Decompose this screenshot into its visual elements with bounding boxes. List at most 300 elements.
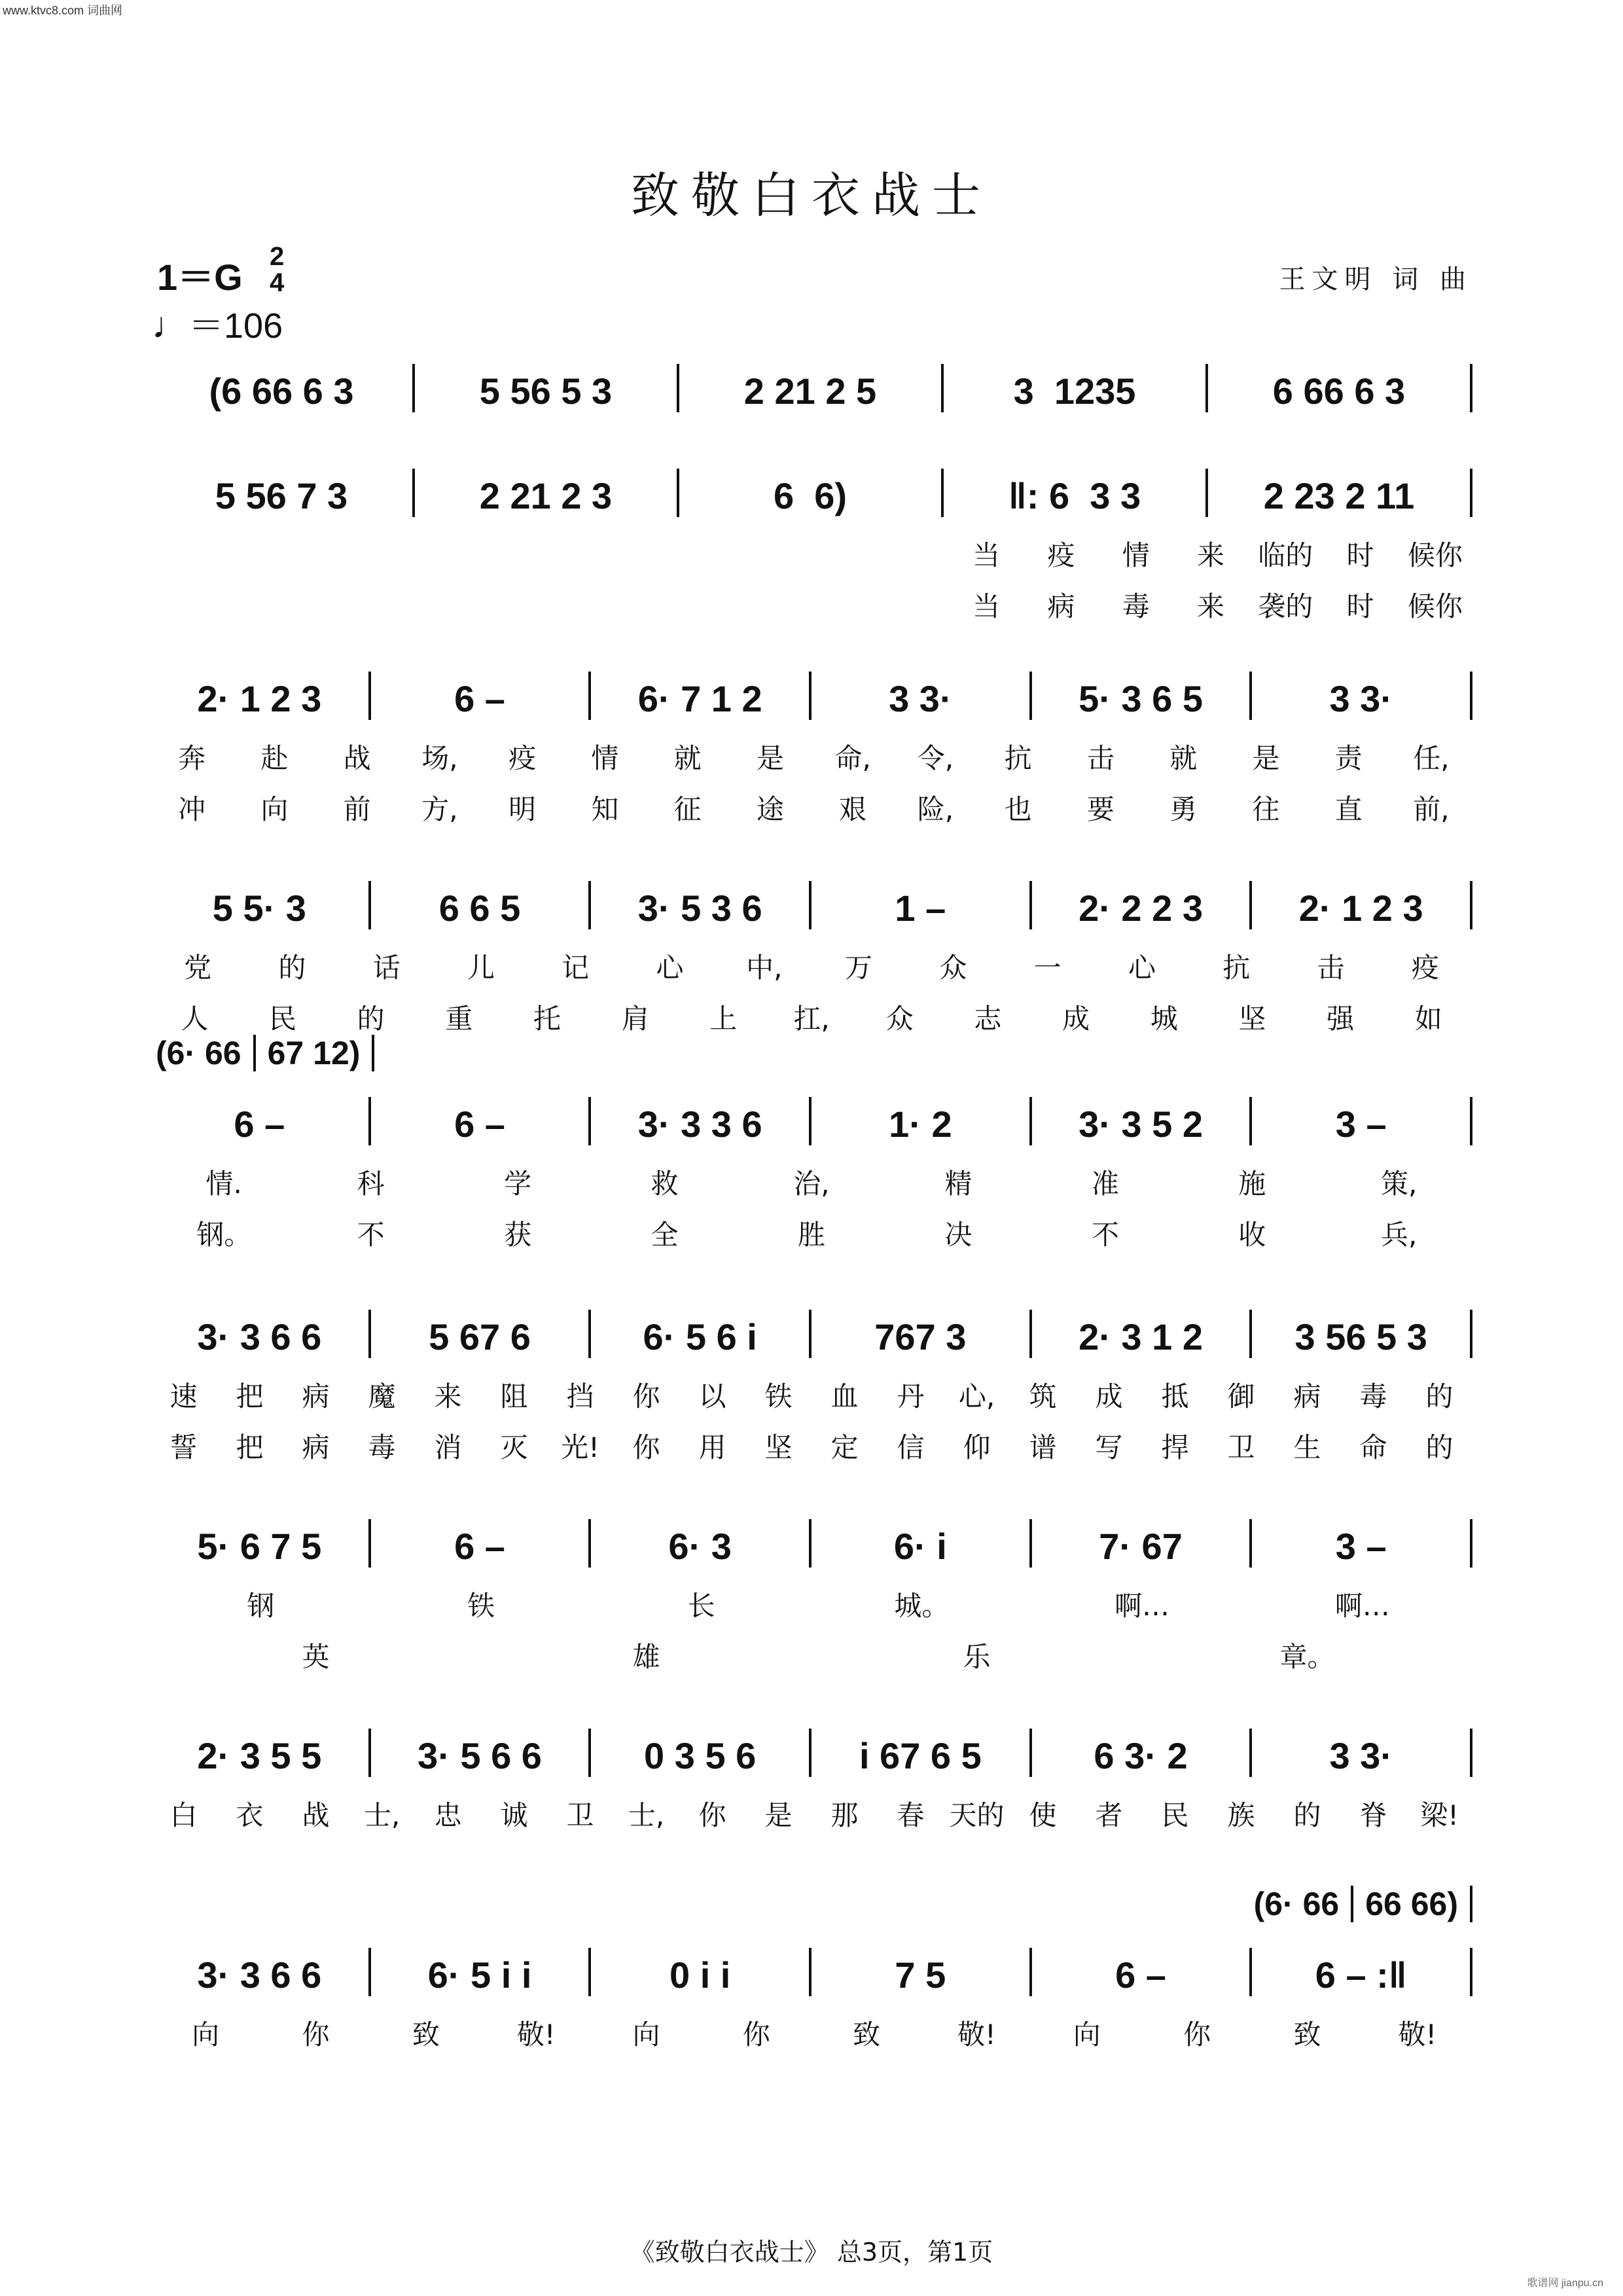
time-signature: [270, 243, 284, 296]
lyric-word: 全: [651, 1219, 679, 1251]
lyric-word: 要: [1086, 793, 1115, 825]
measure-notes: 6· 5 i i: [427, 1954, 532, 1996]
lyric-word: 白: [169, 1799, 198, 1831]
measure: [415, 475, 677, 517]
lyric-word: 你: [698, 1799, 726, 1831]
lyric-word: 啊…: [1334, 1590, 1390, 1622]
measure: [591, 1954, 809, 1996]
measure-notes: 6 6): [773, 475, 847, 516]
measure: [1032, 677, 1250, 720]
lyric-word: 一: [1033, 952, 1061, 984]
measure-notes: 6· i: [893, 1526, 947, 1567]
lyric-word: 上: [709, 1003, 738, 1035]
measure-notes: 5· 3 6 5: [1079, 678, 1203, 719]
lyric-line: [949, 585, 1472, 624]
lyric-word: 是: [756, 742, 784, 774]
interlude-staff: [1242, 1885, 1472, 1923]
lyric-word: 疫: [1047, 539, 1075, 571]
lyric-word: 速: [169, 1380, 198, 1412]
lyric-word: 重: [445, 1003, 473, 1035]
lyric-word: 不: [1091, 1219, 1119, 1251]
lyric-word: 向: [1073, 2018, 1101, 2051]
measure: [1252, 1103, 1470, 1145]
lyric-word: 血: [830, 1380, 859, 1412]
measure-notes: 2 23 2 11: [1263, 475, 1415, 516]
lyric-word: 心: [1128, 952, 1156, 984]
measure-notes: 6 66 6 3: [1272, 370, 1406, 412]
lyric-word: 强: [1327, 1003, 1355, 1035]
measure: [1032, 1103, 1250, 1145]
measure: [1252, 1525, 1470, 1568]
measure: [944, 370, 1205, 412]
measure-notes: 6 –: [454, 1526, 505, 1567]
lyric-line: [151, 788, 1472, 827]
lyric-word: 士,: [363, 1799, 401, 1831]
lyric-word: 敬!: [957, 2018, 996, 2051]
lyric-word: 情: [591, 742, 619, 774]
lyric-word: 忠: [434, 1799, 462, 1831]
lyric-word: 记: [562, 952, 590, 984]
lyric-word: 定: [830, 1431, 859, 1463]
measure: [1032, 1316, 1250, 1358]
staff-line: [151, 353, 1472, 412]
lyric-word: 不: [357, 1219, 385, 1251]
lyric-word: 长: [687, 1590, 715, 1622]
measure: [151, 1734, 368, 1777]
time-sig-top: 2: [270, 242, 285, 271]
measure: [151, 1103, 368, 1145]
measure: [679, 370, 941, 412]
lyric-word: 毒: [1359, 1380, 1387, 1412]
measure-notes: 7· 67: [1099, 1526, 1183, 1567]
lyric-word: 中,: [746, 952, 783, 984]
barline: [1470, 1519, 1472, 1568]
measure: [1252, 1734, 1470, 1777]
quarter-note-icon: ♩: [152, 304, 188, 346]
lyric-word: 时: [1346, 539, 1374, 571]
measure-notes: 3 3·: [1329, 1735, 1393, 1776]
measure-notes: 2· 2 2 3: [1079, 888, 1203, 929]
score-system: [151, 353, 1472, 412]
lyric-word: 策,: [1381, 1168, 1418, 1200]
lyric-word: 士,: [628, 1799, 665, 1831]
lyric-word: 候你: [1407, 590, 1463, 622]
lyric-word: 施: [1238, 1168, 1266, 1200]
lyric-word: 章。: [1279, 1641, 1335, 1673]
lyric-word: 病: [1293, 1380, 1321, 1412]
barline: [1470, 469, 1472, 517]
lyric-word: 党: [184, 952, 212, 984]
measure-notes: 3· 3 3 6: [637, 1103, 762, 1145]
measure-notes: 2 21 2 3: [479, 475, 613, 516]
barline: [1470, 1729, 1472, 1777]
barline: [1470, 1310, 1472, 1358]
lyric-word: 疫: [1411, 952, 1439, 984]
score-system: [151, 1299, 1472, 1465]
measure-notes: 0 i i: [669, 1954, 731, 1996]
barline: [1470, 1097, 1472, 1145]
lyric-word: 兵,: [1381, 1219, 1418, 1251]
lyric-word: 挡: [566, 1380, 594, 1412]
lyric-word: 族: [1227, 1799, 1255, 1831]
measure: [151, 887, 368, 929]
lyric-word: 来: [434, 1380, 462, 1412]
lyric-word: 你: [742, 2018, 770, 2051]
lyric-word: 就: [673, 742, 702, 774]
measure: [415, 370, 677, 412]
staff-line: [151, 870, 1472, 929]
lyric-line: [151, 1426, 1472, 1465]
lyric-word: 向: [260, 793, 289, 825]
interlude-bar: 67 12): [256, 1035, 375, 1071]
lyric-word: 敬!: [1398, 2018, 1437, 2051]
lyric-word: 疫: [508, 742, 537, 774]
lyric-line: [151, 1375, 1472, 1414]
lyric-word: 以: [698, 1380, 726, 1412]
measure-notes: 6· 5 6 i: [643, 1316, 757, 1357]
lyric-word: 来: [1196, 590, 1224, 622]
lyric-word: 钢。: [196, 1219, 252, 1251]
staff-line: [151, 661, 1472, 720]
lyric-word: 者: [1095, 1799, 1123, 1831]
measure-notes: 1 –: [895, 888, 946, 929]
measure: [151, 677, 368, 720]
barline: [1470, 881, 1472, 929]
lyric-word: 的: [357, 1003, 385, 1035]
measure-notes: 6· 7 1 2: [637, 678, 762, 719]
lyric-word: 致: [1293, 2018, 1321, 2051]
measure-notes: 5 56 5 3: [479, 370, 613, 412]
lyric-word: 临的: [1258, 539, 1313, 571]
lyric-word: 如: [1414, 1003, 1442, 1035]
lyric-word: 成: [1095, 1380, 1123, 1412]
lyric-word: 人: [181, 1003, 209, 1035]
lyric-word: 致: [412, 2018, 440, 2051]
lyric-word: 时: [1346, 590, 1374, 622]
lyric-word: 雄: [632, 1641, 660, 1673]
lyric-word: 精: [944, 1168, 972, 1200]
score-system: [151, 1035, 1472, 1253]
score-system: [151, 1886, 1472, 2053]
lyric-word: 那: [830, 1799, 859, 1831]
measure: [151, 1954, 368, 1996]
lyric-word: 儿: [467, 952, 495, 984]
measure: [1032, 887, 1250, 929]
lyric-word: 你: [632, 1431, 660, 1463]
measure: [371, 1954, 589, 1996]
lyric-word: 治,: [793, 1168, 830, 1200]
lyric-word: 责: [1334, 742, 1363, 774]
lyric-word: 光!: [561, 1431, 599, 1463]
lyric-word: 阻: [500, 1380, 528, 1412]
lyric-word: 病: [1047, 590, 1075, 622]
lyric-line: [151, 1213, 1472, 1253]
lyric-line: [949, 534, 1472, 573]
lyric-word: 决: [944, 1219, 972, 1251]
measure: [812, 1525, 1029, 1568]
lyric-line: [151, 1794, 1472, 1833]
lyric-word: 病: [302, 1431, 330, 1463]
lyric-word: 春: [897, 1799, 925, 1831]
measure: [1032, 1525, 1250, 1568]
measure: [591, 887, 809, 929]
lyric-word: 使: [1029, 1799, 1057, 1831]
lyric-word: 志: [974, 1003, 1002, 1035]
measure-notes: 6 –: [454, 1103, 505, 1145]
lyric-word: 场,: [421, 742, 458, 774]
lyric-word: 袭的: [1258, 590, 1313, 622]
lyric-word: 的: [1425, 1380, 1454, 1412]
lyric-word: 也: [1004, 793, 1032, 825]
staff-line: [151, 1509, 1472, 1568]
measure: [371, 1734, 589, 1777]
measure: [591, 1734, 809, 1777]
lyric-word: 心: [656, 952, 684, 984]
lyric-word: 消: [434, 1431, 462, 1463]
measure: [812, 1734, 1029, 1777]
lyric-word: 征: [673, 793, 702, 825]
measure-notes: 2· 3 5 5: [197, 1735, 322, 1776]
lyric-word: 魔: [368, 1380, 396, 1412]
lyric-line: [151, 1162, 1472, 1202]
lyric-word: 赴: [260, 742, 289, 774]
staff-line: [151, 1718, 1472, 1777]
lyric-word: 用: [698, 1431, 726, 1463]
key-signature: 1＝G: [157, 257, 243, 298]
measure-notes: 2· 1 2 3: [197, 678, 322, 719]
lyric-word: 令,: [917, 742, 954, 774]
measure: [1032, 1954, 1250, 1996]
staff-line: [151, 1299, 1472, 1358]
measure-notes: 6· 3: [668, 1526, 732, 1567]
interlude-bar: (6· 66: [1242, 1886, 1354, 1922]
lyric-word: 你: [1183, 2018, 1211, 2051]
lyric-word: 命: [1359, 1431, 1387, 1463]
measure-notes: 2· 1 2 3: [1298, 888, 1423, 929]
lyric-word: 勇: [1169, 793, 1198, 825]
lyric-word: 候你: [1407, 539, 1463, 571]
lyric-word: 坚: [1238, 1003, 1266, 1035]
lyric-word: 把: [236, 1380, 264, 1412]
lyric-word: 科: [357, 1168, 385, 1200]
lyric-line: [151, 737, 1472, 776]
lyric-word: 卫: [1227, 1431, 1255, 1463]
lyric-word: 知: [591, 793, 619, 825]
page-footer: 《致敬白衣战士》 总3页，第1页: [630, 2238, 993, 2267]
lyric-word: 情: [1122, 539, 1150, 571]
lyric-word: 脊: [1359, 1799, 1387, 1831]
measure: [812, 887, 1029, 929]
measure: [1252, 1316, 1470, 1358]
measure: [944, 475, 1205, 517]
lyric-word: 当: [972, 590, 1001, 622]
measure-notes: 0 3 5 6: [644, 1735, 757, 1776]
lyric-word: 击: [1086, 742, 1115, 774]
measure-notes: 3 3·: [1329, 678, 1393, 719]
lyric-word: 你: [302, 2018, 330, 2051]
lyric-word: 致: [853, 2018, 881, 2051]
lyric-word: 梁!: [1420, 1799, 1459, 1831]
lyric-word: 钢: [247, 1590, 275, 1622]
lyric-word: 任,: [1413, 742, 1450, 774]
measure-notes: 6 6 5: [438, 888, 521, 929]
lyric-word: 毒: [368, 1431, 396, 1463]
lyric-word: 英: [302, 1641, 330, 1673]
lyric-word: 学: [504, 1168, 532, 1200]
barline: [1470, 672, 1472, 720]
lyric-word: 话: [372, 952, 401, 984]
measure-notes: 3 3·: [889, 678, 952, 719]
measure: [591, 1103, 809, 1145]
measure: [371, 1103, 589, 1145]
lyric-word: 准: [1091, 1168, 1119, 1200]
interlude-bar: (6· 66: [144, 1035, 256, 1071]
score-system: [151, 458, 1472, 624]
lyric-word: 写: [1095, 1431, 1123, 1463]
lyric-word: 前: [343, 793, 371, 825]
lyric-word: 收: [1238, 1219, 1266, 1251]
lyric-word: 击: [1317, 952, 1345, 984]
measure: [812, 1316, 1029, 1358]
lyric-word: 途: [756, 793, 784, 825]
measure-notes: i 67 6 5: [859, 1735, 982, 1776]
lyric-word: 明: [508, 793, 537, 825]
lyric-word: 胜: [797, 1219, 825, 1251]
lyric-line: [151, 997, 1472, 1037]
measure-notes: 3· 5 3 6: [637, 888, 762, 929]
measure-notes: 3 –: [1335, 1526, 1387, 1567]
lyric-word: 前,: [1413, 793, 1450, 825]
lyric-word: 奔: [178, 742, 206, 774]
staff-line: [151, 1086, 1472, 1145]
lyric-word: 捍: [1161, 1431, 1189, 1463]
watermark-bottom: 歌谱网 jianpu.cn: [1527, 2278, 1603, 2289]
lyric-word: 城: [1150, 1003, 1178, 1035]
measure-notes: 3· 3 5 2: [1079, 1103, 1203, 1145]
lyric-word: 众: [885, 1003, 914, 1035]
lyric-word: 你: [632, 1380, 660, 1412]
lyric-word: 是: [1252, 742, 1280, 774]
measure: [1252, 887, 1470, 929]
lyric-word: 救: [651, 1168, 679, 1200]
measure-notes: 5 56 7 3: [215, 475, 348, 516]
measure-notes: 3 1235: [1013, 370, 1136, 412]
measure: [151, 370, 412, 412]
measure: [812, 1954, 1029, 1996]
lyric-word: 方,: [421, 793, 458, 825]
lyric-word: 的: [278, 952, 306, 984]
song-title: 致敬白衣战士: [631, 168, 992, 224]
lyric-word: 命,: [834, 742, 871, 774]
lyric-word: 铁: [467, 1590, 495, 1622]
lyric-word: 啊…: [1115, 1590, 1170, 1622]
lyric-word: 情.: [205, 1168, 242, 1200]
lyric-word: 城。: [894, 1590, 950, 1622]
lyric-word: 战: [302, 1799, 330, 1831]
lyric-line: [151, 1636, 1472, 1675]
lyric-line: [151, 2013, 1472, 2053]
lyric-word: 成: [1062, 1003, 1090, 1035]
measure: [812, 677, 1029, 720]
measure: [151, 1525, 368, 1568]
lyric-word: 天的: [949, 1799, 1005, 1831]
lyric-word: 托: [533, 1003, 562, 1035]
lyric-word: 是: [764, 1799, 793, 1831]
lyric-word: 就: [1169, 742, 1198, 774]
lyric-word: 往: [1252, 793, 1280, 825]
measure-notes: 1· 2: [889, 1103, 952, 1145]
lyric-line: [151, 1585, 1472, 1624]
lyric-word: 险,: [917, 793, 954, 825]
measure: [591, 1525, 809, 1568]
barline: [1470, 364, 1472, 412]
lyric-word: 抵: [1161, 1380, 1189, 1412]
lyric-word: 的: [1293, 1799, 1321, 1831]
score-system: [151, 870, 1472, 1037]
measure-notes: 3 –: [1335, 1103, 1387, 1145]
lyric-word: 抗: [1004, 742, 1032, 774]
lyric-word: 毒: [1122, 590, 1150, 622]
lyric-word: 肩: [621, 1003, 649, 1035]
measure-notes: 3 56 5 3: [1294, 1316, 1427, 1357]
measure: [371, 1316, 589, 1358]
composer-credit: 王文明 词 曲: [1279, 264, 1472, 295]
lyric-word: 敬!: [516, 2018, 556, 2051]
lyric-word: 仰: [963, 1431, 991, 1463]
measure-notes: 6 3· 2: [1094, 1735, 1188, 1776]
measure: [371, 677, 589, 720]
measure: [1032, 1734, 1250, 1777]
barline: [1470, 1948, 1472, 1996]
measure: [371, 887, 589, 929]
measure-notes: 6 –: [1115, 1954, 1166, 1996]
lyric-word: 抗: [1222, 952, 1251, 984]
measure-notes: 7 5: [895, 1954, 946, 1996]
measure-notes: 3· 5 6 6: [418, 1735, 542, 1776]
lyric-word: 获: [504, 1219, 532, 1251]
lyric-word: 战: [343, 742, 371, 774]
measure: [371, 1525, 589, 1568]
lyric-line: [151, 946, 1472, 986]
score-system: [151, 1718, 1472, 1833]
lyric-word: 铁: [764, 1380, 793, 1412]
lyric-word: 病: [302, 1380, 330, 1412]
lyric-word: 坚: [764, 1431, 793, 1463]
watermark-top: www.ktvc8.com 词曲网: [3, 4, 123, 17]
lyric-word: 众: [939, 952, 967, 984]
measure-notes: (6 66 6 3: [209, 370, 354, 412]
lyric-word: 灭: [500, 1431, 528, 1463]
lyric-word: 民: [1161, 1799, 1189, 1831]
lyric-word: 民: [269, 1003, 297, 1035]
lyric-word: 冲: [178, 793, 206, 825]
lyric-word: 艰: [839, 793, 867, 825]
measure-notes: 3· 3 6 6: [197, 1316, 322, 1357]
lyric-word: 乐: [963, 1641, 991, 1673]
measure: [812, 1103, 1029, 1145]
measure: [591, 677, 809, 720]
measure-notes: 6 – :‖: [1315, 1954, 1407, 1996]
interlude-staff: [144, 1034, 374, 1072]
measure: [1252, 1954, 1470, 1996]
lyric-word: 扛,: [793, 1003, 830, 1035]
score-system: [151, 1509, 1472, 1675]
lyric-word: 的: [1425, 1431, 1454, 1463]
lyric-word: 丹: [897, 1380, 925, 1412]
lyric-word: 谱: [1029, 1431, 1057, 1463]
measure-notes: ‖: 6 3 3: [1008, 475, 1141, 516]
measure: [1252, 677, 1470, 720]
